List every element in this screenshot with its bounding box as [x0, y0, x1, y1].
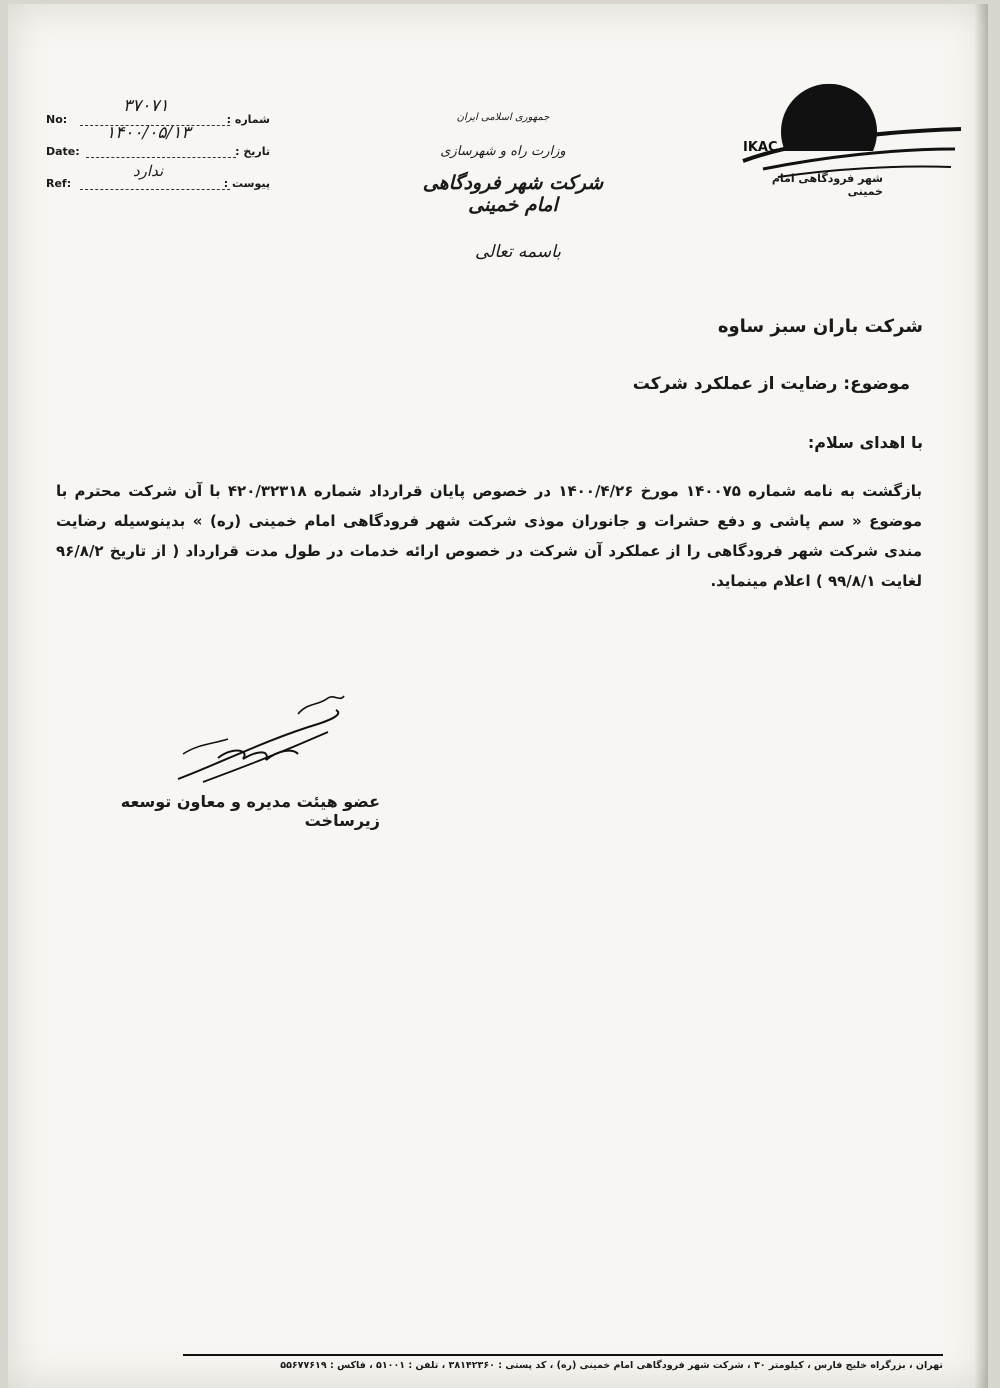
logo-caption: شهر فرودگاهی امام خمینی	[771, 172, 883, 198]
footer-address: تهران ، بزرگراه خلیج فارس ، کیلومتر ۳۰ ، شرکت شهر فرودگاهی امام خمینی (ره) ، کد پستی : ۳۸۱۴۲۳۶۰ ، تلفن : ۵۱۰۰۱ ، فاکس : ۵۵۶۷۷۶۱۹	[280, 1360, 943, 1371]
footer-rule	[183, 1354, 943, 1356]
signatory-title: عضو هیئت مدیره و معاون توسعه زیرساخت	[120, 792, 380, 830]
greeting: با اهدای سلام:	[807, 433, 923, 452]
letterhead-ministry: وزارت راه و شهرسازی	[440, 144, 566, 159]
date-line	[86, 157, 236, 158]
number-label-en: No:	[46, 113, 68, 126]
letter-body: بازگشت به نامه شماره ۱۴۰۰۷۵ مورخ ۱۴۰۰/۴/۲۶ در خصوص پایان قرارداد شماره ۴۲۰/۳۲۳۱۸ با آن شرکت محترم با موضوع « سم پاشی و دفع حشرات و جانوران موذی شرکت شهر فرودگاهی امام خمینی (ره) » بدینوسیله رضایت مندی شرکت شهر فرودگاهی را از عملکرد آن شرکت در خصوص ارائه خدمات در طول مدت قرارداد ( از تاریخ ۹۶/۸/۲ لغایت ۹۹/۸/۱ ) اعلام مینماید.	[56, 482, 922, 590]
letter-page	[8, 4, 988, 1388]
letterhead-country: جمهوری اسلامی ایران	[456, 112, 550, 123]
recipient: شرکت باران سبز ساوه	[717, 316, 923, 337]
subject: موضوع: رضایت از عملکرد شرکت	[632, 374, 910, 394]
logo-abbr: IKAC	[743, 140, 778, 155]
date-label-fa: تاریخ :	[235, 145, 270, 158]
letterhead-company: شرکت شهر فرودگاهی امام خمینی	[422, 172, 604, 216]
ref-value: ندارد	[133, 162, 164, 180]
date-value: ۱۴۰۰/۰۵/۱۳	[106, 123, 191, 143]
ref-label-fa: پیوست :	[223, 177, 270, 190]
invocation: باسمه تعالی	[475, 242, 561, 262]
number-value: ۳۷۰۷۱	[123, 96, 169, 116]
ref-label-en: Ref:	[46, 177, 72, 190]
ref-line	[80, 189, 230, 190]
handwritten-signature-icon	[158, 684, 368, 804]
number-label-fa: شماره :	[226, 113, 270, 126]
date-label-en: Date:	[46, 145, 80, 158]
